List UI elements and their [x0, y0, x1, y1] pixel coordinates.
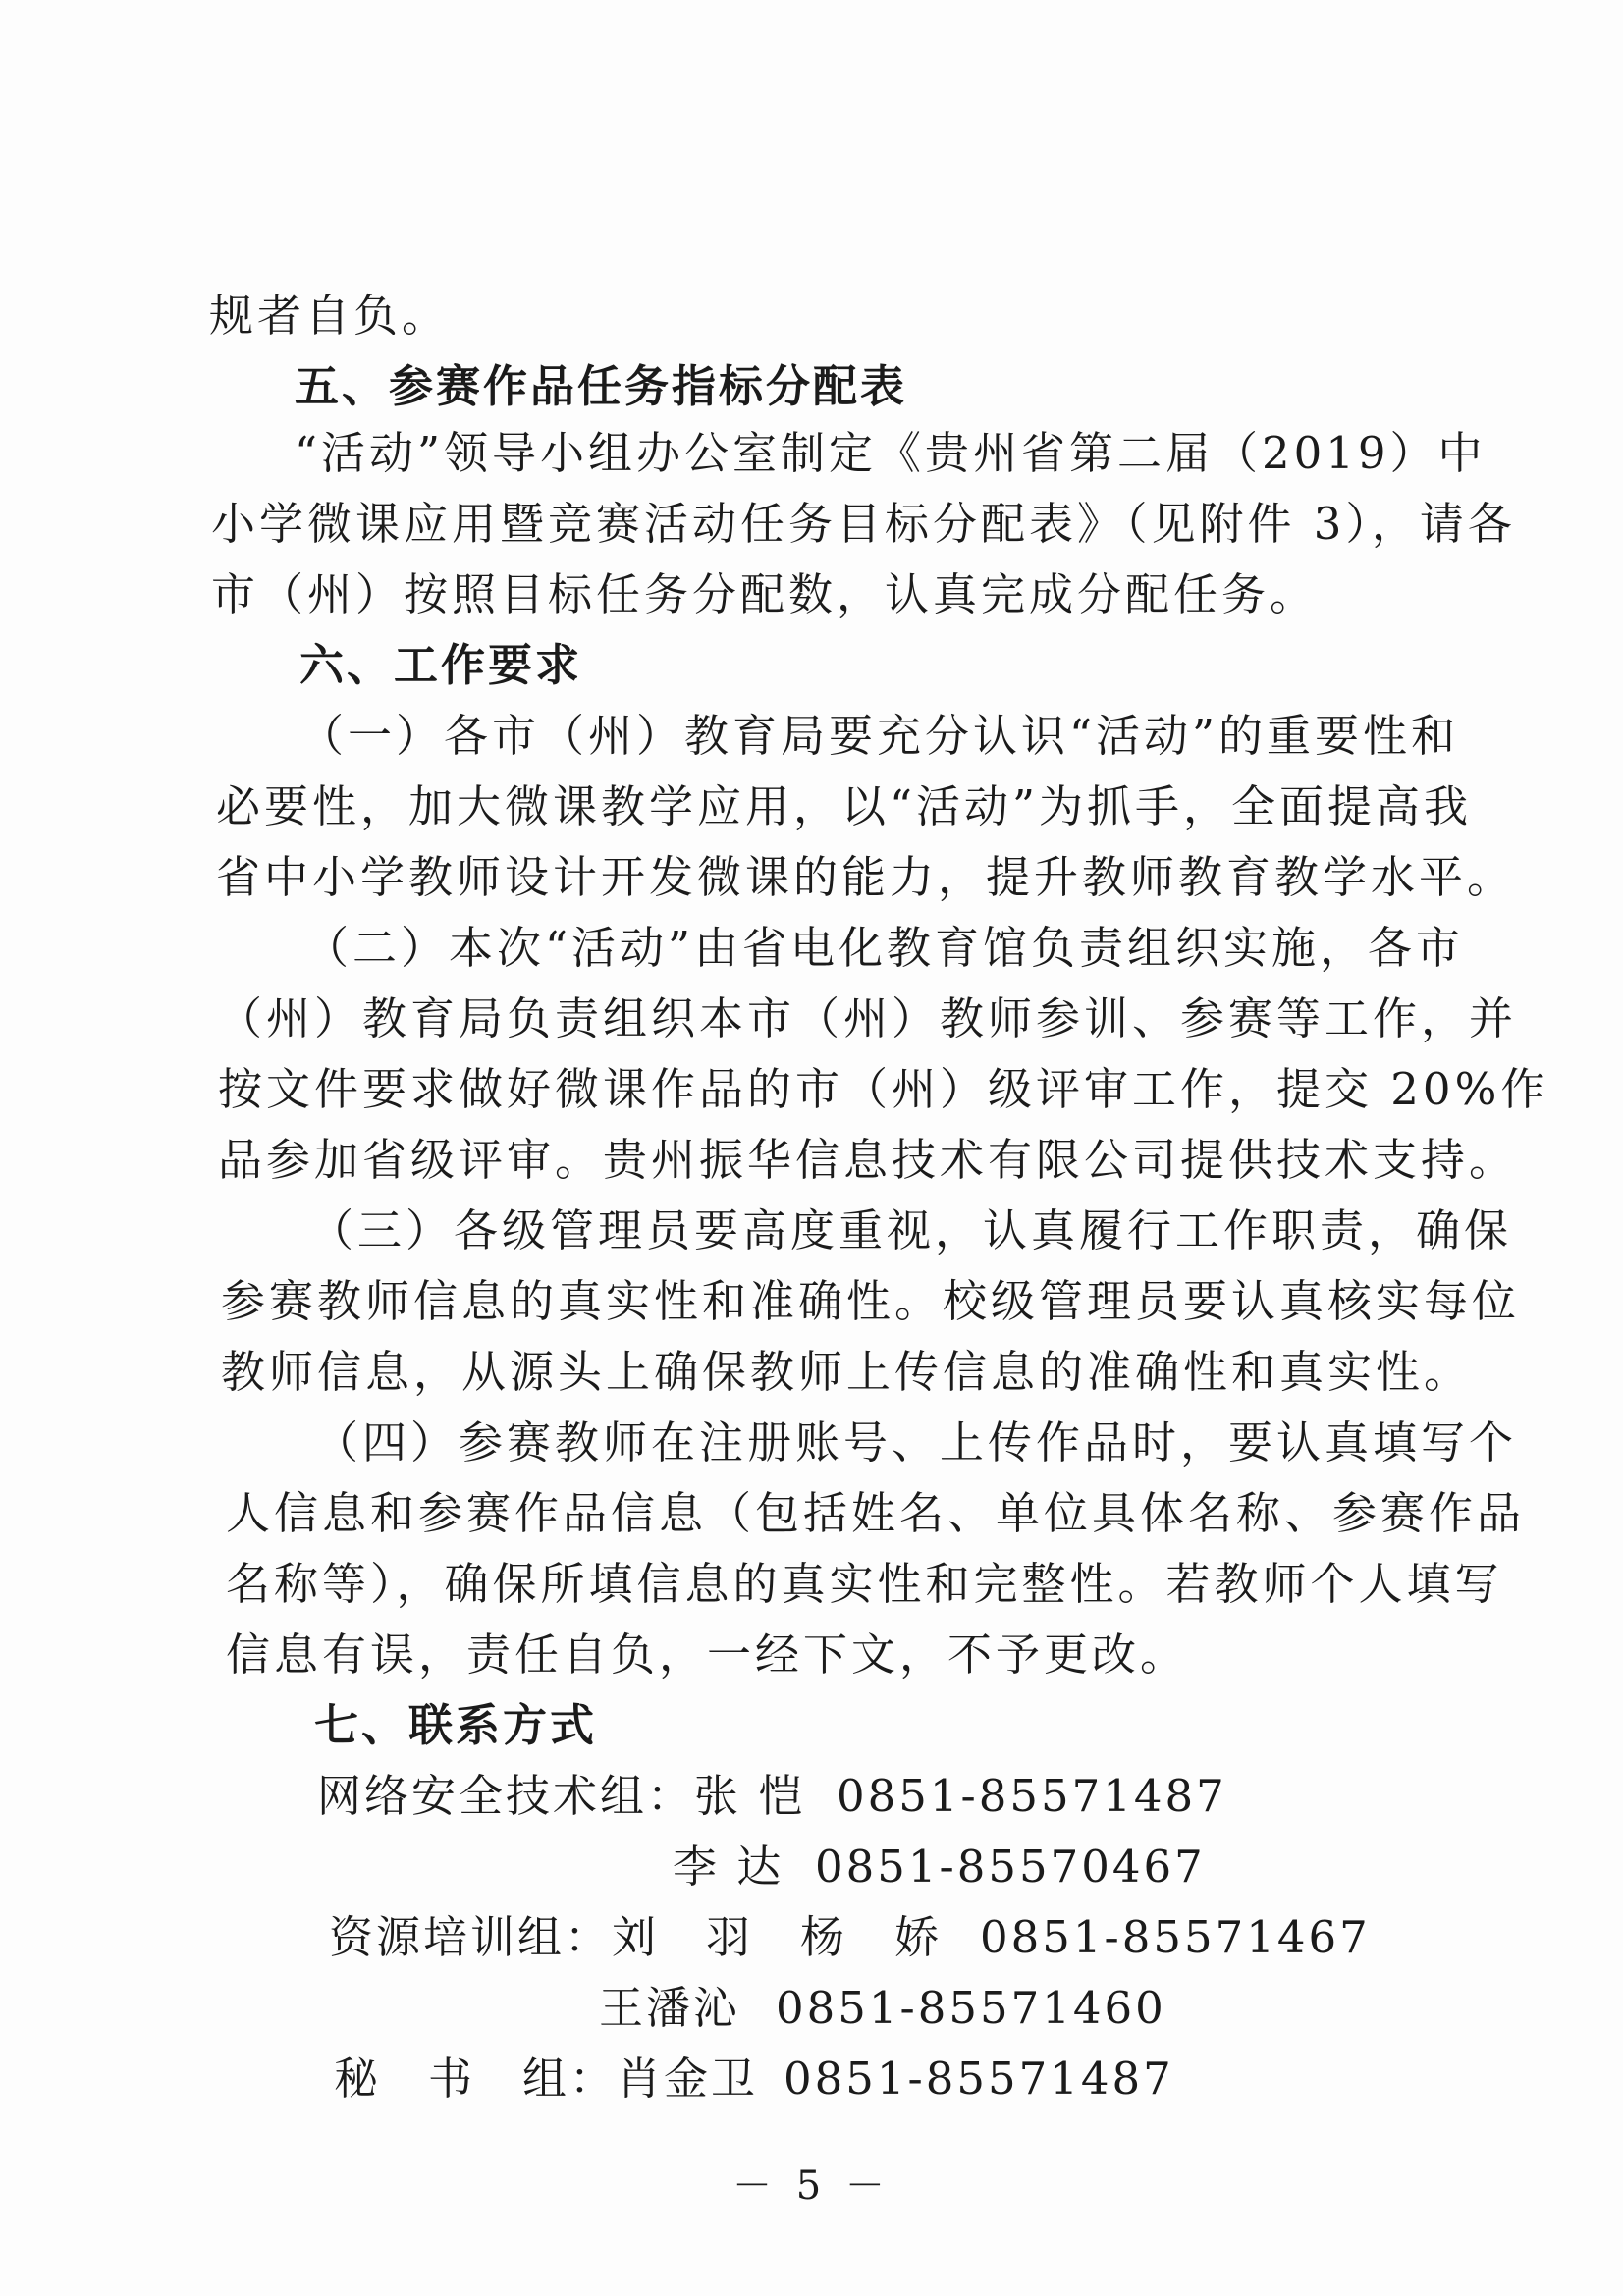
text-line: 小学微课应用暨竞赛活动任务目标分配表》（见附件 3），请各: [211, 498, 1516, 550]
contact-row: [673, 1838, 1206, 1896]
contact-row: [599, 1979, 1166, 2038]
contact-phone: 0851-85571467: [980, 1911, 1371, 1963]
text-line: 品参加省级评审。贵州振华信息技术有限公司提供技术支持。: [218, 1134, 1518, 1186]
contact-row: [317, 1767, 1227, 1826]
contact-name: 张 恺: [694, 1770, 806, 1822]
contact-group-label: 秘 书 组：: [334, 2053, 618, 2105]
text-line: （四）参赛教师在注册账号、上传作品时，要认真填写个: [314, 1416, 1518, 1468]
text-line: （州）教育局负责组织本市（州）教师参训、参赛等工作，并: [218, 992, 1518, 1044]
text-line: （一）各市（州）教育局要充分认识“活动”的重要性和: [299, 710, 1460, 762]
section-heading-7: 七、联系方式: [314, 1699, 598, 1751]
page-number: － 5 －: [732, 2163, 891, 2209]
text-line: （三）各级管理员要高度重视，认真履行工作职责，确保: [309, 1204, 1513, 1256]
text-line: 规者自负。: [209, 290, 451, 342]
text-line: （二）本次“活动”由省电化教育馆负责组织实施，各市: [304, 922, 1465, 974]
contact-name: 肖金卫: [617, 2053, 759, 2105]
text-line: 教师信息，从源头上确保教师上传信息的准确性和真实性。: [221, 1346, 1473, 1398]
text-line: “活动”领导小组办公室制定《贵州省第二届（2019）中: [295, 427, 1487, 479]
text-line: 必要性，加大微课教学应用，以“活动”为抓手，全面提高我: [216, 780, 1473, 832]
contact-phone: 0851-85571487: [837, 1770, 1227, 1822]
contact-phone: 0851-85571487: [784, 2053, 1174, 2105]
contact-name: 李 达: [673, 1841, 784, 1893]
contact-name: 王潘沁: [599, 1982, 741, 2034]
text-line: 省中小学教师设计开发微课的能力，提升教师教育教学水平。: [216, 851, 1516, 903]
contact-group-label: 资源培训组：: [329, 1911, 613, 1963]
contact-phone: 0851-85571460: [776, 1982, 1166, 2034]
text-line: 参赛教师信息的真实性和准确性。校级管理员要认真核实每位: [221, 1275, 1521, 1327]
section-heading-6: 六、工作要求: [299, 639, 583, 691]
contact-group-label: 网络安全技术组：: [317, 1770, 695, 1822]
text-line: 信息有误，责任自负，一经下文，不予更改。: [226, 1629, 1189, 1681]
contact-row: [329, 1908, 1371, 1967]
section-heading-5: 五、参赛作品任务指标分配表: [295, 360, 908, 412]
text-line: 名称等），确保所填信息的真实性和完整性。若教师个人填写: [226, 1558, 1503, 1610]
text-line: 人信息和参赛作品信息（包括姓名、单位具体名称、参赛作品: [226, 1487, 1526, 1539]
contact-name: 刘 羽 杨 娇: [612, 1911, 943, 1963]
contact-row: [334, 2050, 1174, 2109]
contact-phone: 0851-85570467: [815, 1841, 1206, 1893]
text-line: 按文件要求做好微课作品的市（州）级评审工作，提交 20%作: [218, 1063, 1549, 1115]
text-line: 市（州）按照目标任务分配数，认真完成分配任务。: [211, 568, 1319, 620]
